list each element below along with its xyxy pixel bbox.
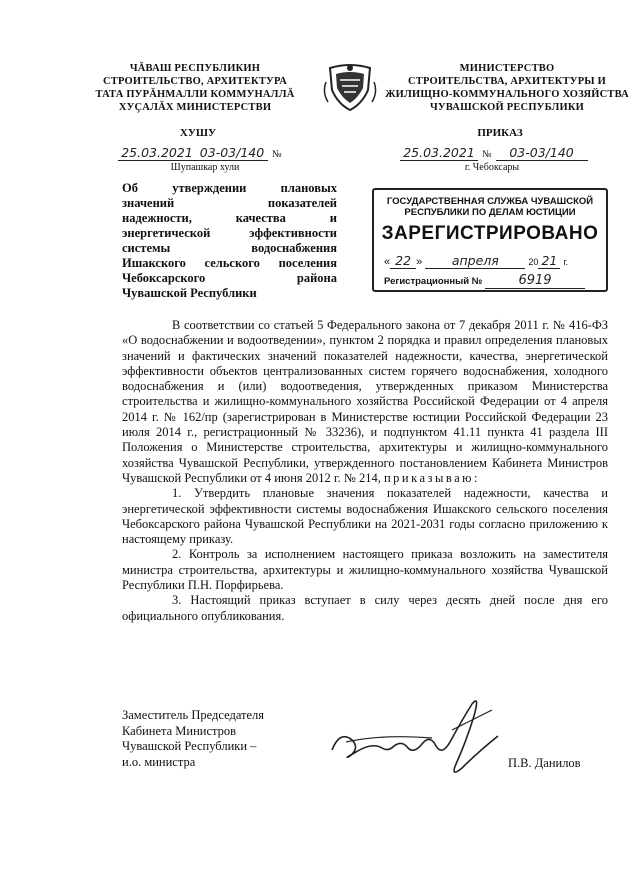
city-label-chuvash: Шупашкар хули (170, 162, 240, 173)
order-item-1: 1. Утвердить плановые значения показателей надежности, качества и энергетической эффективности системы водоснабжения Ишакского сельского поселения Чебоксарского района Чувашской Республики на 2021-2031 годы согласно приложению к настоящему приказу. (122, 486, 608, 547)
order-word: приказываю: (383, 470, 480, 485)
order-label-chuvash: ХУШУ (179, 127, 217, 139)
signer-name: П.В. Данилов (508, 756, 581, 770)
title-line: Об утверждении плановых (122, 181, 337, 195)
title-line: Чебоксарского района (122, 271, 337, 285)
stamp-agency-line: ГОСУДАРСТВЕННАЯ СЛУЖБА ЧУВАШСКОЙ (386, 196, 594, 207)
header-line: МИНИСТЕРСТВО (459, 63, 555, 74)
header-line: СТРОИТЕЛЬСТВО, АРХИТЕКТУРА (102, 76, 288, 87)
handwritten-number: 03-03/140 (496, 145, 588, 161)
stamp-date: « 22 » апреля 20 21 г. (384, 253, 569, 268)
coat-of-arms-emblem (322, 62, 378, 114)
signatory-line: Чувашской Республики – (122, 739, 257, 753)
document-title (122, 181, 337, 301)
signatory-line: Заместитель Председателя (122, 708, 265, 722)
order-date-number-right (400, 144, 610, 162)
handwritten-signature (322, 690, 512, 786)
stamp-year-prefix: 20 (528, 257, 539, 267)
ministry-header-chuvash (78, 62, 312, 114)
title-line: системы водоснабжения (122, 241, 337, 255)
title-line: надежности, качества и (122, 211, 337, 225)
preamble-paragraph (122, 318, 608, 486)
order-body (122, 318, 608, 624)
number-sign: № (482, 149, 492, 160)
signatory-line: и.о. министра (122, 754, 196, 769)
header-line: ЧĂВАШ РЕСПУБЛИКИН (129, 63, 261, 74)
header-line: ХУÇАЛĂХ МИНИСТЕРСТВИ (118, 102, 272, 113)
stamp-agency-line: РЕСПУБЛИКИ ПО ДЕЛАМ ЮСТИЦИИ (404, 207, 576, 218)
handwritten-date: 25.03.2021 (118, 145, 196, 161)
stamp-reg-label: Регистрационный № (384, 276, 483, 287)
header-line: ЧУВАШСКОЙ РЕСПУБЛИКИ (429, 102, 585, 113)
preamble-text: В соответствии со статьей 5 Федерального закона от 7 декабря 2011 г. № 416-ФЗ «О водоснабжении и водоотведении», пунктом 2 порядка и правил определения плановых значений и фактических значений показателей надежности, качества, энергетической эффективности объектов централизованных систем горячего водоснабжения, холодного водоснабжения и (или) водоотведения, утвержденных приказом Министерства строительства и жилищно-коммунального хозяйства Российской Федерации от 4 апреля 2014 г. № 162/пр (зарегистрирован в Министерстве юстиции Российской Федерации 23 июля 2014 г., регистрационный № 33236), и подпунктом 41.11 пункта 41 раздела III Положения о Министерстве строительства, архитектуры и жилищно-коммунального хозяйства Чувашской Республики, утвержденного постановлением Кабинета Министров Чувашской Республики от 4 июня 2012 г. № 214, (122, 318, 608, 485)
title-line: Ишакского сельского поселения (122, 256, 337, 270)
ministry-header-russian (382, 62, 632, 114)
stamp-year-suffix: 21 (538, 253, 560, 269)
order-item-3: 3. Настоящий приказ вступает в силу через десять дней после дня его официального опубликования. (122, 593, 608, 623)
stamp-reg-number: 6919 (485, 273, 585, 289)
header-line: СТРОИТЕЛЬСТВА, АРХИТЕКТУРЫ И (407, 76, 607, 87)
title-line: Чувашской Республики (122, 286, 257, 300)
number-sign: № (272, 149, 282, 160)
city-label-russian: г. Чебоксары (464, 162, 520, 173)
stamp-day: 22 (390, 253, 416, 269)
signatory-title (122, 708, 342, 770)
handwritten-date: 25.03.2021 (400, 145, 478, 161)
stamp-registration (384, 273, 585, 289)
stamp-year-mark: г. (563, 257, 569, 267)
stamp-agency (374, 196, 606, 218)
stamp-title: ЗАРЕГИСТРИРОВАНО (381, 223, 599, 244)
order-date-number-left (118, 144, 308, 162)
title-line: значений показателей (122, 196, 337, 210)
registration-stamp (372, 188, 608, 292)
header-line: ЖИЛИЩНО-КОММУНАЛЬНОГО ХОЗЯЙСТВА (385, 89, 629, 100)
title-line: энергетической эффективности (122, 226, 337, 240)
handwritten-number: 03-03/140 (196, 145, 268, 161)
stamp-month: апреля (425, 253, 525, 269)
header-line: ТАТА ПУРĂНМАЛЛИ КОММУНАЛЛĂ (95, 89, 295, 100)
order-item-2: 2. Контроль за исполнением настоящего приказа возложить на заместителя министра строительства, архитектуры и жилищно-коммунального хозяйства Чувашской Республики П.Н. Порфирьева. (122, 547, 608, 593)
order-label-russian: ПРИКАЗ (477, 127, 523, 139)
signatory-line: Кабинета Министров (122, 723, 237, 738)
